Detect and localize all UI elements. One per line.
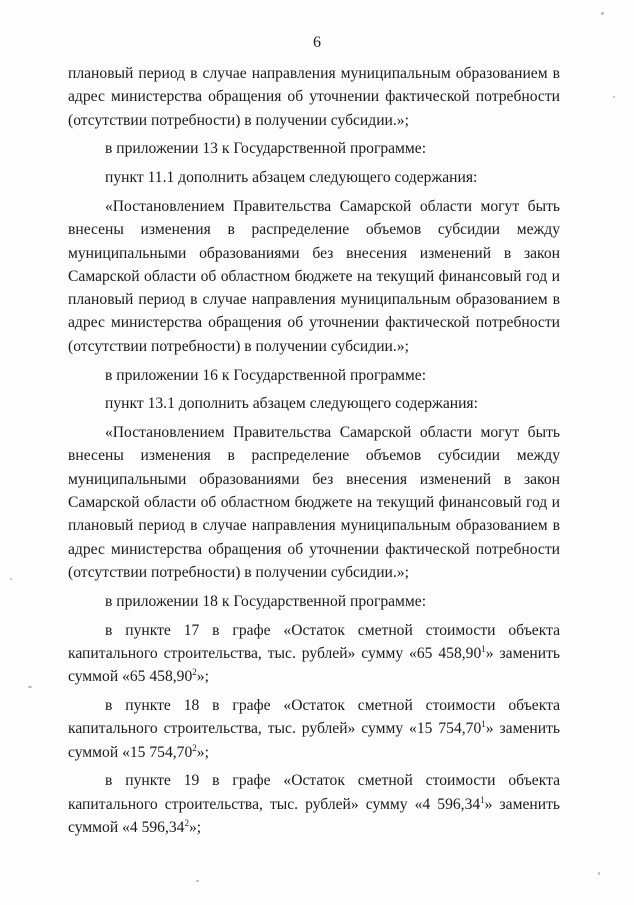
amendment-lead: в пункте 18 в графе «Остаток сметной стоимости объекта капитального строительства, тыс. рублей» сумму «15 754,70 (68, 696, 560, 738)
footnote-mark-old: 1 (481, 719, 486, 730)
paragraph-quote-appendix-13: «Постановлением Правительства Самарской области могут быть внесены изменения в распределение объемов субсидии между муниципальными образованиями без внесения изменений в закон Самарской области об областном бюджете на текущий финансовый год и плановый период в случае направления муниципальным образованием в адрес министерства обращения об уточнении фактической потребности (отсутствии потребности) в получении субсидии.»; (68, 197, 560, 355)
paragraph-quote-appendix-16: «Постановлением Правительства Самарской области могут быть внесены изменения в распределение объемов субсидии между муниципальными образованиями без внесения изменений в закон Самарской области об областном бюджете на текущий финансовый год и плановый период в случае направления муниципальным образованием в адрес министерства обращения об уточнении фактической потребности (отсутствии потребности) в получении субсидии.»; (68, 424, 560, 581)
footnote-mark-new: 2 (192, 667, 197, 678)
amendment-tail: »; (188, 818, 202, 836)
amendment-lead: в пункте 19 в графе «Остаток сметной стоимости объекта капитального строительства, тыс. рублей» сумму «4 596,34 (68, 772, 560, 813)
amendment-tail: »; (196, 668, 209, 686)
amendment-item-17 (68, 619, 560, 689)
footnote-mark-old: 1 (481, 643, 486, 654)
paragraph-continuation: плановый период в случае направления муниципальным образованием в адрес министерства обращения об уточнении фактической потребности (отсутствии потребности) в получении субсидии.»; (68, 65, 560, 129)
scan-speck (10, 578, 12, 580)
paragraph-item-11-1: пункт 11.1 дополнить абзацем следующего содержания: (105, 169, 478, 187)
paragraph-appendix-18: в приложении 18 к Государственной программе: (105, 592, 427, 610)
footnote-mark-new: 2 (184, 817, 189, 828)
scan-speck (196, 880, 199, 882)
document-body (68, 62, 560, 845)
scan-speck (601, 12, 604, 15)
amendment-item-19 (68, 769, 560, 839)
scan-speck (613, 96, 615, 98)
amendment-item-18 (68, 694, 560, 764)
paragraph-appendix-13: в приложении 13 к Государственной программе: (105, 140, 427, 158)
page-number: 6 (313, 34, 321, 51)
paragraph-appendix-16: в приложении 16 к Государственной программе: (105, 366, 427, 384)
amendment-middle: » заменить суммой «4 596,34 (68, 795, 561, 836)
paragraph-item-13-1: пункт 13.1 дополнить абзацем следующего содержания: (105, 395, 478, 413)
amendment-middle: » заменить суммой «65 458,90 (68, 644, 561, 686)
amendment-middle: » заменить суммой «15 754,70 (68, 720, 561, 761)
amendment-tail: »; (196, 743, 209, 761)
scan-speck (28, 686, 32, 688)
amendment-lead: в пункте 17 в графе «Остаток сметной стоимости объекта капитального строительства, тыс. рублей» сумму «65 458,90 (68, 621, 560, 662)
scan-speck (598, 872, 600, 875)
footnote-mark-old: 1 (480, 794, 485, 805)
footnote-mark-new: 2 (192, 742, 197, 753)
